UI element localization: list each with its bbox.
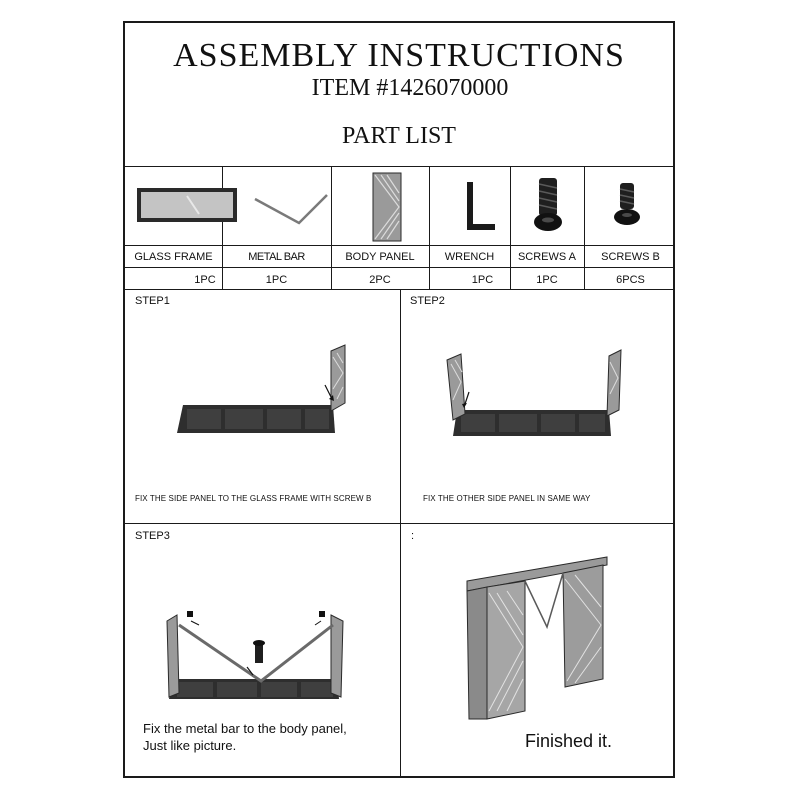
finished-caption: Finished it.	[525, 731, 613, 751]
divider	[125, 166, 673, 167]
metal-bar-icon	[253, 193, 329, 225]
part-name-screws-a: SCREWS A	[517, 251, 577, 263]
step1-illustration	[175, 343, 355, 435]
part-qty-wrench: 1PC	[471, 274, 494, 286]
part-name-metal-bar: METAL BAR	[248, 251, 305, 263]
divider	[125, 523, 673, 524]
part-list-title: PART LIST	[342, 123, 456, 149]
step2-illustration	[443, 348, 628, 440]
step3-illustration	[165, 603, 350, 701]
part-name-screws-b: SCREWS B	[601, 251, 660, 263]
part-name-glass-frame: GLASS FRAME	[134, 251, 213, 263]
step2-caption: FIX THE OTHER SIDE PANEL IN SAME WAY	[423, 494, 591, 503]
divider	[125, 245, 673, 246]
part-qty-screws-b: 6PCS	[616, 274, 645, 286]
step4-label: :	[411, 530, 415, 542]
instruction-sheet	[123, 21, 675, 778]
step3-label: STEP3	[135, 530, 170, 542]
part-name-wrench: WRENCH	[444, 251, 495, 263]
divider	[222, 166, 223, 289]
divider	[125, 267, 673, 268]
glass-frame-icon	[137, 188, 237, 224]
part-qty-body-panel: 2PC	[369, 274, 391, 286]
page-title: ASSEMBLY INSTRUCTIONS	[173, 37, 625, 74]
divider	[331, 166, 332, 289]
screw-a-icon	[529, 176, 569, 238]
part-qty-metal-bar: 1PC	[265, 274, 288, 286]
screw-b-icon	[609, 181, 645, 231]
part-qty-glass-frame: 1PC	[194, 274, 216, 286]
divider	[400, 289, 401, 778]
wrench-icon	[461, 180, 501, 232]
step3-caption-line2: Just like picture.	[143, 738, 237, 753]
step1-caption: FIX THE SIDE PANEL TO THE GLASS FRAME WITH SCREW B	[135, 494, 372, 503]
divider	[510, 166, 511, 289]
part-qty-screws-a: 1PC	[536, 274, 558, 286]
divider	[125, 289, 673, 290]
divider	[429, 166, 430, 289]
finished-table-illustration	[463, 551, 613, 723]
step2-label: STEP2	[410, 295, 445, 307]
step1-label: STEP1	[135, 295, 170, 307]
item-number: ITEM #1426070000	[311, 75, 509, 101]
divider	[584, 166, 585, 289]
body-panel-icon	[371, 171, 403, 243]
part-name-body-panel: BODY PANEL	[345, 251, 415, 263]
step3-caption-line1: Fix the metal bar to the body panel,	[143, 721, 347, 736]
